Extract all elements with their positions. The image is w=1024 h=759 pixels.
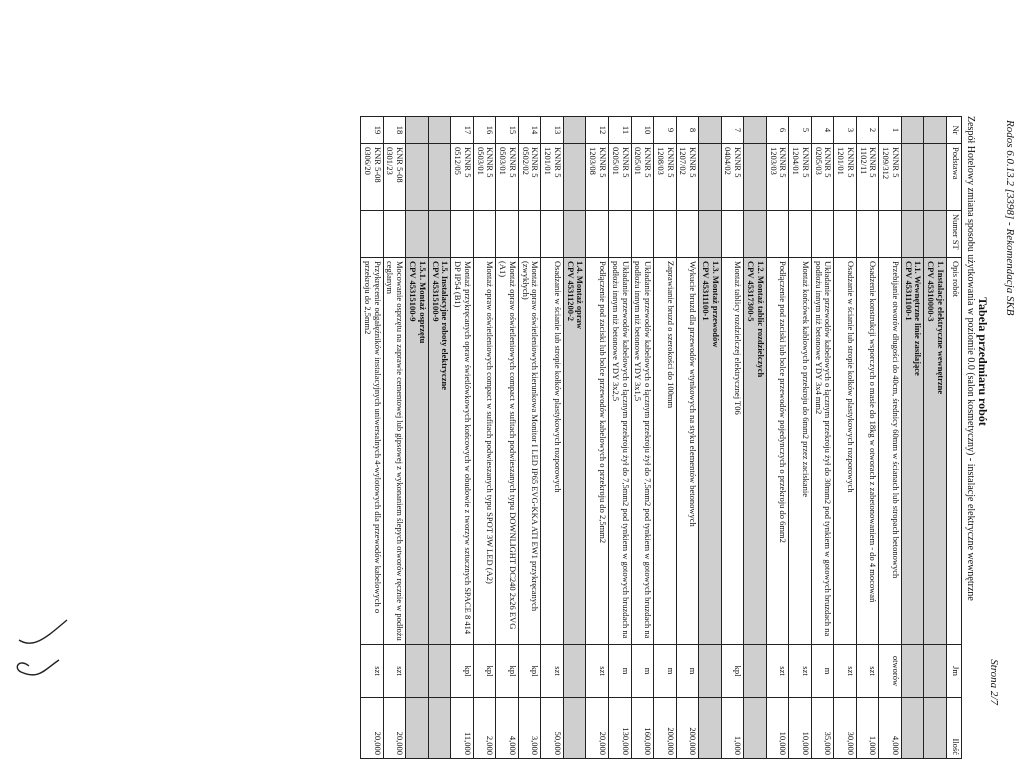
cell-ilosc bbox=[563, 698, 586, 759]
cell-opis: Podłączenie pod zaciski lub bolce przewodów pojedynczych o przekroju do 6mm2 bbox=[766, 258, 789, 645]
table-row bbox=[789, 117, 812, 759]
section-row bbox=[901, 117, 924, 759]
cell-ilosc: 10,000 bbox=[789, 698, 812, 759]
table-row bbox=[609, 117, 632, 759]
cell-numer-st bbox=[609, 211, 632, 258]
cell-jm: kpl bbox=[496, 645, 519, 698]
cell-numer-st bbox=[721, 211, 744, 258]
cell-opis: Montaż końcówek kablowych o przekroju do 6mm2 przez zaciskanie bbox=[789, 258, 812, 645]
cell-podstawa: KNNR 5 0205/01 bbox=[609, 144, 632, 211]
cell-numer-st bbox=[744, 211, 767, 258]
col-podstawa: Podstawa bbox=[947, 144, 962, 211]
cell-nr: 6 bbox=[766, 117, 789, 144]
cell-jm: m bbox=[811, 645, 834, 698]
cell-nr bbox=[699, 117, 722, 144]
cell-ilosc bbox=[699, 698, 722, 759]
cell-podstawa: KNNR 5 0205/01 bbox=[631, 144, 654, 211]
cell-nr: 15 bbox=[496, 117, 519, 144]
cell-nr: 19 bbox=[361, 117, 384, 144]
cell-ilosc bbox=[428, 698, 451, 759]
cell-opis: Przebijanie otworów długości do 40cm, średnicy 60mm w ścianach lub stropach betonowych bbox=[879, 258, 902, 645]
cell-numer-st bbox=[406, 211, 429, 258]
cell-jm: szt bbox=[361, 645, 384, 698]
section-row bbox=[699, 117, 722, 759]
cell-podstawa bbox=[744, 144, 767, 211]
cell-nr bbox=[428, 117, 451, 144]
cell-numer-st bbox=[631, 211, 654, 258]
cell-podstawa bbox=[901, 144, 924, 211]
section-row bbox=[924, 117, 947, 759]
cell-jm bbox=[563, 645, 586, 698]
cell-opis: 1.1. Wewnętrzne linie zasilające CPV 45311100-1 bbox=[901, 258, 924, 645]
cell-nr: 9 bbox=[654, 117, 677, 144]
cell-jm: kpl bbox=[518, 645, 541, 698]
cell-jm: kpl bbox=[721, 645, 744, 698]
cell-numer-st bbox=[879, 211, 902, 258]
cell-podstawa: KNNR 5 0404/02 bbox=[721, 144, 744, 211]
table-row bbox=[473, 117, 496, 759]
cell-numer-st bbox=[676, 211, 699, 258]
cell-podstawa: KNNR 5 1207/02 bbox=[676, 144, 699, 211]
cell-podstawa bbox=[563, 144, 586, 211]
table-row bbox=[518, 117, 541, 759]
cell-jm: m bbox=[654, 645, 677, 698]
cell-nr: 5 bbox=[789, 117, 812, 144]
cell-podstawa: KNNR 5 0205/03 bbox=[811, 144, 834, 211]
cell-ilosc bbox=[406, 698, 429, 759]
handwritten-signature bbox=[9, 610, 79, 700]
cell-numer-st bbox=[901, 211, 924, 258]
cell-numer-st bbox=[789, 211, 812, 258]
cell-podstawa bbox=[406, 144, 429, 211]
table-row bbox=[856, 117, 879, 759]
cell-ilosc: 35,000 bbox=[811, 698, 834, 759]
cell-ilosc bbox=[924, 698, 947, 759]
cell-ilosc: 160,000 bbox=[631, 698, 654, 759]
cell-nr bbox=[924, 117, 947, 144]
cell-jm bbox=[428, 645, 451, 698]
cell-jm: szt bbox=[856, 645, 879, 698]
cell-ilosc: 20,000 bbox=[361, 698, 384, 759]
cell-numer-st bbox=[563, 211, 586, 258]
cell-opis: Osadzanie w ścianie lub stropie kołków plastykowych rozporowych bbox=[541, 258, 564, 645]
cell-ilosc: 20,000 bbox=[586, 698, 609, 759]
cell-jm: m bbox=[609, 645, 632, 698]
table-row bbox=[834, 117, 857, 759]
cell-numer-st bbox=[654, 211, 677, 258]
cell-opis: Układanie przewodów kabelowych o łącznym przekroju żył do 30mm2 pod tynkiem w gotowych bruzdach na podłożu innym niż betonowe YDY 3x4 mm2 bbox=[811, 258, 834, 645]
cell-numer-st bbox=[451, 211, 474, 258]
cell-jm bbox=[406, 645, 429, 698]
cell-podstawa: KNNR 5 0502/02 bbox=[518, 144, 541, 211]
cell-opis: Układanie przewodów kabelowych o łącznym przekroju żył do 7,5mm2 pod tynkiem w gotowych bruzdach na podłożu innym niż betonowe YDY 3x1,5 bbox=[631, 258, 654, 645]
cell-jm: kpl bbox=[473, 645, 496, 698]
cell-opis: Zaprawianie bruzd o szerokości do 100mm bbox=[654, 258, 677, 645]
cell-jm bbox=[924, 645, 947, 698]
cell-ilosc bbox=[901, 698, 924, 759]
table-row bbox=[811, 117, 834, 759]
cell-ilosc bbox=[744, 698, 767, 759]
section-row bbox=[428, 117, 451, 759]
cell-nr: 10 bbox=[631, 117, 654, 144]
cell-podstawa: KNNR 5 1203/03 bbox=[766, 144, 789, 211]
cell-opis: Montaż opraw oświetleniowych kierunkowa Monitor I LED IP65 EVG-KKA ATI EW1 przykręcanych (zwykłych) bbox=[518, 258, 541, 645]
cell-podstawa: KNNR 5 1201/01 bbox=[541, 144, 564, 211]
cell-nr: 1 bbox=[879, 117, 902, 144]
cell-ilosc: 10,000 bbox=[766, 698, 789, 759]
col-numer-st: Numer ST bbox=[947, 211, 962, 258]
cell-numer-st bbox=[496, 211, 519, 258]
cell-numer-st bbox=[856, 211, 879, 258]
cell-opis: 1.5.1. Montaż osprzętu CPV 45315100-9 bbox=[406, 258, 429, 645]
table-row bbox=[631, 117, 654, 759]
cell-nr: 3 bbox=[834, 117, 857, 144]
table-header-row bbox=[947, 117, 962, 759]
cell-podstawa: KNNR 5 0512/05 bbox=[451, 144, 474, 211]
section-row bbox=[563, 117, 586, 759]
cell-podstawa: KNNR 5 0503/01 bbox=[496, 144, 519, 211]
col-jm: Jm bbox=[947, 645, 962, 698]
cell-podstawa: KNNR 5 1204/01 bbox=[789, 144, 812, 211]
cell-numer-st bbox=[361, 211, 384, 258]
cell-jm bbox=[699, 645, 722, 698]
cell-ilosc: 4,000 bbox=[879, 698, 902, 759]
cell-podstawa bbox=[428, 144, 451, 211]
page-number: Strona 2/7 bbox=[988, 659, 1000, 705]
cell-podstawa: KNNR 5 1208/03 bbox=[654, 144, 677, 211]
cell-opis: Osadzanie w ścianie lub stropie kołków plastykowych rozporowych bbox=[834, 258, 857, 645]
table-row bbox=[654, 117, 677, 759]
cell-jm: szt bbox=[834, 645, 857, 698]
table-row bbox=[879, 117, 902, 759]
project-description: Zespół Hotelowy zmiana sposobu użytkowania w poziomie 0.0 (salon kosmetyczny) - instalacje elektryczne wewnętrzne bbox=[965, 116, 976, 601]
cell-opis: Montaż przykręcanych opraw świetlówkowych końcowych w obudowie z tworzyw sztucznych SPACE 8 414 DP IP54 (B1) bbox=[451, 258, 474, 645]
cell-podstawa: KNNR 5 1209/312 bbox=[879, 144, 902, 211]
cell-numer-st bbox=[811, 211, 834, 258]
document-title: Tabela przedmiaru robót bbox=[976, 297, 990, 426]
cell-podstawa: KNR 5-08 0306/20 bbox=[361, 144, 384, 211]
cell-nr: 8 bbox=[676, 117, 699, 144]
cell-numer-st bbox=[834, 211, 857, 258]
cell-ilosc: 130,000 bbox=[609, 698, 632, 759]
cell-opis: Mocowanie osprzętu na zaprawie cementowej lub gipsowej z wykonaniem ślepych otworów ręcznie w podłożu ceglanym bbox=[383, 258, 406, 645]
header-software: Rodos 6.0.13.2 [3398] - Rekomendacja SKB bbox=[1004, 120, 1016, 316]
cell-ilosc: 1,000 bbox=[721, 698, 744, 759]
cell-opis: Podłączenie pod zaciski lub bolce przewodów kabelowych o przekroju do 2,5mm2 bbox=[586, 258, 609, 645]
cell-numer-st bbox=[428, 211, 451, 258]
cell-numer-st bbox=[924, 211, 947, 258]
cell-nr bbox=[744, 117, 767, 144]
cell-nr: 18 bbox=[383, 117, 406, 144]
cell-opis: Układanie przewodów kabelowych o łącznym przekroju żył do 7,5mm2 pod tynkiem w gotowych bruzdach na podłożu innym niż betonowe YDY 3x2,5 bbox=[609, 258, 632, 645]
cell-jm: szt bbox=[383, 645, 406, 698]
cell-numer-st bbox=[383, 211, 406, 258]
cell-numer-st bbox=[518, 211, 541, 258]
cell-podstawa bbox=[924, 144, 947, 211]
cell-ilosc: 3,000 bbox=[518, 698, 541, 759]
cell-opis: Montaż opraw oświetleniowych compact w sufitach podwieszanych typu DOWNLIGHT DC240 2x26 EVG (A1) bbox=[496, 258, 519, 645]
cell-numer-st bbox=[473, 211, 496, 258]
cell-numer-st bbox=[766, 211, 789, 258]
section-row bbox=[406, 117, 429, 759]
cell-nr bbox=[901, 117, 924, 144]
cell-opis: 1.5. Instalacyjne roboty elektryczne CPV 45315100-9 bbox=[428, 258, 451, 645]
cell-ilosc: 4,000 bbox=[496, 698, 519, 759]
cell-ilosc: 200,000 bbox=[654, 698, 677, 759]
cell-nr: 4 bbox=[811, 117, 834, 144]
cell-jm: szt bbox=[586, 645, 609, 698]
cell-jm bbox=[901, 645, 924, 698]
table-row bbox=[586, 117, 609, 759]
table-row bbox=[721, 117, 744, 759]
cell-opis: Osadzenie konstrukcji wsporczych o masie do 18kg w otworach z zabetonowaniem - do 4 mocowań bbox=[856, 258, 879, 645]
works-table bbox=[360, 116, 962, 759]
cell-nr bbox=[406, 117, 429, 144]
cell-ilosc: 200,000 bbox=[676, 698, 699, 759]
cell-opis: 1.2. Montaż tablic rozdzielczych CPV 45317300-5 bbox=[744, 258, 767, 645]
cell-nr: 7 bbox=[721, 117, 744, 144]
cell-nr: 11 bbox=[609, 117, 632, 144]
cell-podstawa: KNR 5-08 0301/23 bbox=[383, 144, 406, 211]
cell-podstawa: KNNR 5 1201/01 bbox=[834, 144, 857, 211]
table-row bbox=[451, 117, 474, 759]
cell-opis: Przykręcenie odgałęźników instalacyjnych uniwersalnych 4-wylotowych dla przewodów kabelowych o przekroju do 2,5mm2 bbox=[361, 258, 384, 645]
cell-podstawa: KNNR 5 1203/08 bbox=[586, 144, 609, 211]
cell-opis: Montaż tablicy rozdzielczej elektrycznej T06 bbox=[721, 258, 744, 645]
col-opis: Opis robót bbox=[947, 258, 962, 645]
cell-nr bbox=[563, 117, 586, 144]
cell-nr: 12 bbox=[586, 117, 609, 144]
cell-jm: szt bbox=[541, 645, 564, 698]
table-row bbox=[676, 117, 699, 759]
table-row bbox=[383, 117, 406, 759]
cell-opis: 1.4. Montaż opraw CPV 45311200-2 bbox=[563, 258, 586, 645]
cell-podstawa: KNNR 5 0503/01 bbox=[473, 144, 496, 211]
cell-jm: m bbox=[631, 645, 654, 698]
cell-ilosc: 30,000 bbox=[834, 698, 857, 759]
cell-jm: szt bbox=[766, 645, 789, 698]
cell-jm: szt bbox=[789, 645, 812, 698]
cell-nr: 16 bbox=[473, 117, 496, 144]
cell-ilosc: 50,000 bbox=[541, 698, 564, 759]
cell-jm: kpl bbox=[451, 645, 474, 698]
cell-opis: 1. Instalacje elektryczne wewnętrzne CPV 45310000-3 bbox=[924, 258, 947, 645]
col-ilosc: Ilość bbox=[947, 698, 962, 759]
cell-nr: 2 bbox=[856, 117, 879, 144]
cell-nr: 14 bbox=[518, 117, 541, 144]
table-row bbox=[496, 117, 519, 759]
cell-opis: Wykucie bruzd dla przewodów wtynkowych na styku elementów betonowych bbox=[676, 258, 699, 645]
cell-ilosc: 1,000 bbox=[856, 698, 879, 759]
cell-jm bbox=[744, 645, 767, 698]
table-row bbox=[766, 117, 789, 759]
cell-ilosc: 2,000 bbox=[473, 698, 496, 759]
cell-numer-st bbox=[541, 211, 564, 258]
cell-opis: 1.3. Montaż przewodów CPV 45311100-1 bbox=[699, 258, 722, 645]
cell-jm: m bbox=[676, 645, 699, 698]
cell-nr: 17 bbox=[451, 117, 474, 144]
cell-jm: otworów bbox=[879, 645, 902, 698]
table-body bbox=[361, 117, 947, 759]
cell-nr: 13 bbox=[541, 117, 564, 144]
section-row bbox=[744, 117, 767, 759]
table-row bbox=[361, 117, 384, 759]
col-nr: Nr bbox=[947, 117, 962, 144]
cell-opis: Montaż opraw oświetleniowych compact w sufitach podwieszanych typu SPOT 3W LED (A2) bbox=[473, 258, 496, 645]
cell-numer-st bbox=[586, 211, 609, 258]
cell-ilosc: 20,000 bbox=[383, 698, 406, 759]
cell-ilosc: 11,000 bbox=[451, 698, 474, 759]
cell-numer-st bbox=[699, 211, 722, 258]
table-row bbox=[541, 117, 564, 759]
cell-podstawa bbox=[699, 144, 722, 211]
cell-podstawa: KNNR 5 1102/11 bbox=[856, 144, 879, 211]
